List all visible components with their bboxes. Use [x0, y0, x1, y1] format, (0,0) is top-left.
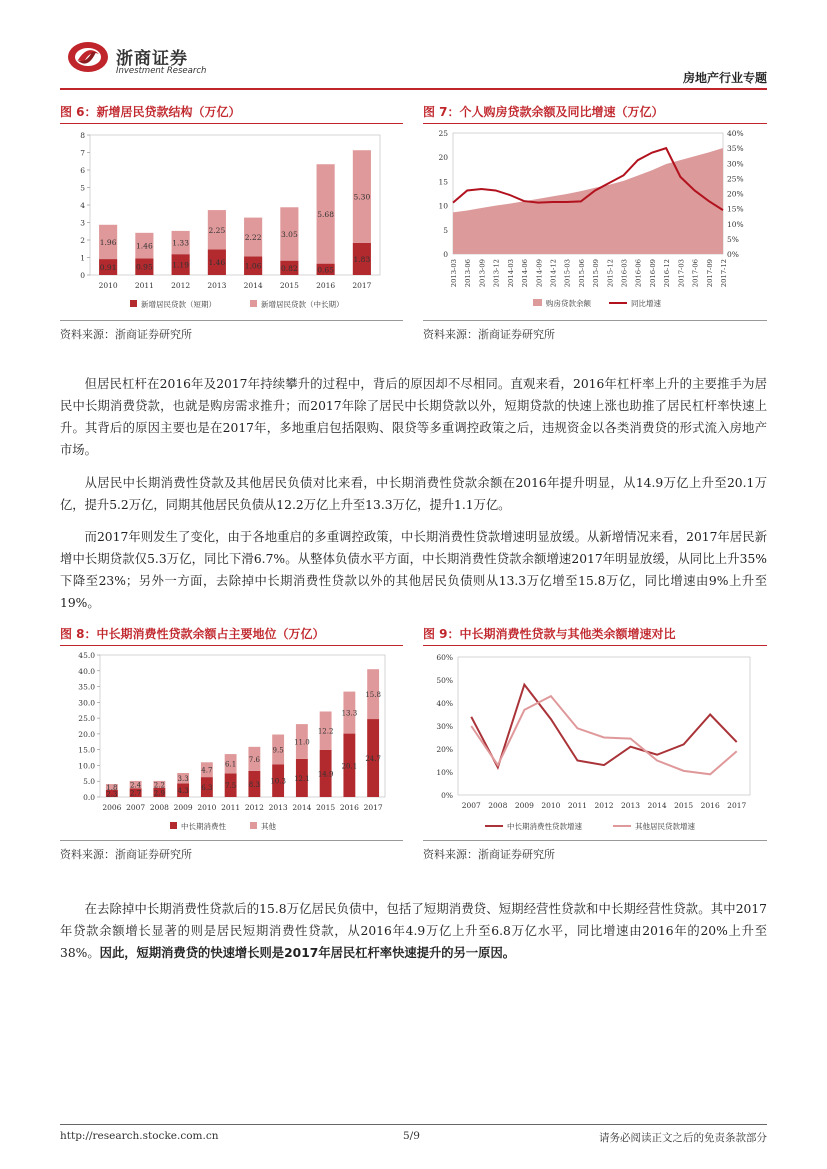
data-label: 4.7	[201, 766, 213, 775]
y2-tick-label: 30%	[727, 159, 744, 169]
fig6-chart	[60, 125, 405, 320]
fig8-source-rule	[60, 840, 403, 841]
line-series-1	[471, 696, 736, 774]
data-label: 12.1	[294, 774, 310, 783]
data-label: 6.3	[201, 784, 213, 793]
x-tick-label: 2006	[102, 803, 122, 812]
x-tick-label: 2017-12	[720, 259, 728, 288]
x-tick-label: 2014	[292, 803, 312, 812]
x-tick-label: 2009	[173, 803, 193, 812]
data-label: 1.06	[244, 261, 262, 271]
x-tick-label: 2016-09	[648, 259, 657, 288]
x-tick-label: 2016-12	[663, 259, 672, 288]
data-label: 24.7	[365, 755, 381, 764]
data-label: 1.33	[172, 238, 189, 248]
x-tick-label: 2013-03	[450, 259, 458, 288]
y-tick-label: 10.0	[78, 761, 95, 771]
data-label: 1.46	[136, 241, 153, 251]
data-label: 0.65	[317, 265, 334, 275]
y-tick-label: 4	[80, 201, 85, 210]
y-tick-label: 40.0	[78, 666, 95, 676]
x-tick-label: 2011	[221, 803, 241, 812]
x-tick-label: 2015	[316, 803, 336, 812]
y-tick-label: 15.0	[78, 745, 95, 755]
x-tick-label: 2013	[268, 803, 288, 812]
y2-tick-label: 25%	[727, 174, 744, 184]
fig9-title-rule	[423, 645, 767, 646]
y-tick-label: 40%	[436, 699, 453, 708]
fig8-source: 资料来源：浙商证券研究所	[60, 848, 192, 861]
y-tick-label: 30.0	[78, 698, 95, 708]
data-label: 1.19	[172, 260, 189, 270]
y-tick-label: 2	[80, 236, 85, 245]
data-label: 6.1	[225, 760, 237, 769]
fig9-source-rule	[423, 840, 767, 841]
data-label: 8.3	[248, 780, 260, 789]
x-tick-label: 2015	[674, 801, 694, 810]
x-tick-label: 2012	[171, 281, 191, 290]
data-label: 7.6	[248, 755, 260, 764]
y2-tick-label: 0%	[727, 250, 739, 259]
y-tick-label: 60%	[436, 653, 453, 662]
x-tick-label: 2007	[461, 801, 481, 810]
fig6-title: 图 6：新增居民贷款结构（万亿）	[60, 105, 241, 119]
fig9-chart	[423, 647, 768, 840]
y-tick-label: 50%	[436, 676, 453, 685]
x-tick-label: 2008	[149, 803, 169, 812]
x-tick-label: 2014-06	[521, 259, 530, 288]
y-tick-label: 6	[80, 166, 85, 175]
data-label: 3.05	[281, 229, 298, 239]
data-label: 2.3	[106, 790, 118, 799]
x-tick-label: 2015-09	[592, 259, 601, 288]
fig8-title-rule	[60, 645, 403, 646]
paragraph-3: 而2017年则发生了变化，由于各地重启的多重调控政策，中长期消费性贷款增速明显放缓。从新增情况来看，2017年居民新增中长期贷款仅5.3万亿，同比下滑6.7%。从整体负债水平方面，中长期消费性贷款余额增速2017年明显放缓，从同比上升35%下降至23%；另外一方面，去除掉中长期消费性贷款以外的其他居民负债则从13.3万亿增至15.8万亿，同比增速由9%上升至19%。	[60, 530, 767, 610]
footer-url[interactable]: http://research.stocke.com.cn	[60, 1130, 219, 1142]
x-tick-label: 2015-06	[577, 259, 586, 288]
x-tick-label: 2010	[98, 281, 118, 290]
plot-frame	[100, 655, 385, 797]
data-label: 1.83	[353, 254, 371, 264]
footer-rule	[60, 1124, 767, 1125]
y2-tick-label: 15%	[727, 204, 744, 214]
fig7-title: 图 7：个人购房贷款余额及同比增速（万亿）	[423, 105, 664, 119]
company-logo-icon	[66, 40, 110, 74]
x-tick-label: 2017	[363, 803, 383, 812]
x-tick-label: 2017-09	[705, 259, 714, 288]
header-rule	[60, 88, 767, 90]
data-label: 15.8	[365, 691, 381, 700]
x-tick-label: 2016-03	[620, 259, 629, 288]
paragraph-4-text: 在去除掉中长期消费性贷款后的15.8万亿居民负债中，包括了短期消费贷、短期经营性贷款和中长期经营性贷款。其中2017年贷款余额增长显著的则是居民短期消费性贷款，从2016年4.9万亿上升至6.8万亿水平，同比增速由2016年的20%上升至38%。	[60, 902, 767, 960]
legend-swatch	[250, 822, 257, 829]
x-tick-label: 2012	[244, 803, 264, 812]
data-label: 0.91	[99, 263, 117, 273]
data-label: 5.30	[353, 192, 371, 202]
data-label: 0.82	[281, 263, 298, 273]
fig6-source-rule	[60, 320, 403, 321]
x-tick-label: 2013	[207, 281, 227, 290]
y-tick-label: 0%	[441, 791, 453, 800]
x-tick-label: 2017	[352, 281, 372, 290]
data-label: 7.5	[225, 782, 237, 791]
y-tick-label: 5	[443, 225, 448, 235]
legend-label: 新增居民贷款（中长期）	[261, 300, 344, 309]
data-label: 0.95	[136, 262, 153, 272]
y-tick-label: 0.0	[83, 793, 95, 802]
fig9-source: 资料来源：浙商证券研究所	[423, 848, 555, 861]
fig7-title-rule	[423, 123, 767, 124]
report-type: 房地产行业专题	[682, 71, 767, 85]
x-tick-label: 2011	[134, 281, 154, 290]
paragraph-4	[60, 898, 767, 964]
legend-swatch	[130, 300, 137, 307]
legend-swatch	[533, 299, 542, 306]
x-tick-label: 2014-03	[506, 259, 515, 288]
company-name-cn: 浙商证券	[116, 49, 188, 69]
x-tick-label: 2008	[488, 801, 508, 810]
company-name-en: Investment Research	[116, 66, 207, 76]
x-tick-label: 2014	[647, 801, 667, 810]
legend-swatch	[250, 300, 257, 307]
x-tick-label: 2013	[620, 801, 641, 810]
x-tick-label: 2013-09	[478, 259, 487, 288]
y-tick-label: 35.0	[78, 682, 95, 692]
fig9-title: 图 9：中长期消费性贷款与其他类余额增速对比	[423, 627, 676, 641]
x-tick-label: 2014	[243, 281, 263, 290]
y-tick-label: 7	[80, 148, 85, 158]
data-label: 4.3	[177, 787, 189, 796]
y-tick-label: 30%	[436, 722, 453, 731]
x-tick-label: 2017-03	[677, 259, 686, 288]
x-tick-label: 2012	[594, 801, 614, 810]
x-tick-label: 2015-12	[606, 259, 615, 288]
y-tick-label: 5	[80, 183, 85, 193]
y-tick-label: 3	[80, 218, 85, 228]
x-tick-label: 2016	[700, 801, 720, 810]
data-label: 1.8	[106, 783, 118, 792]
x-tick-label: 2014-09	[535, 259, 544, 288]
data-label: 11.0	[294, 738, 310, 747]
data-label: 1.96	[99, 237, 117, 247]
data-label: 9.5	[272, 746, 284, 755]
plot-frame	[90, 135, 380, 275]
data-label: 3.3	[177, 775, 189, 784]
y2-tick-label: 20%	[727, 189, 744, 199]
data-label: 20.1	[341, 762, 358, 771]
fig7-source: 资料来源：浙商证券研究所	[423, 328, 555, 341]
y-tick-label: 5.0	[83, 777, 95, 787]
y-tick-label: 25.0	[78, 714, 95, 724]
x-tick-label: 2015-03	[563, 259, 572, 288]
data-label: 10.3	[270, 777, 286, 786]
x-tick-label: 2011	[567, 801, 588, 810]
x-tick-label: 2017	[727, 801, 747, 810]
x-tick-label: 2010	[197, 803, 217, 812]
y-tick-label: 8	[80, 131, 85, 140]
data-label: 1.46	[208, 258, 226, 268]
footer-page-number: 5/9	[403, 1130, 420, 1142]
x-tick-label: 2016	[316, 281, 336, 290]
y-tick-label: 0	[80, 271, 85, 280]
data-label: 5.68	[317, 209, 334, 219]
paragraph-2: 从居民中长期消费性贷款及其他居民负债对比来看，中长期消费性贷款余额在2016年提升明显，从14.9万亿上升至20.1万亿，提升5.2万亿，同期其他居民负债从12.2万亿上升至13.3万亿，提升1.1万亿。	[60, 476, 767, 512]
fig7-source-rule	[423, 320, 767, 321]
fig8-chart	[60, 647, 405, 840]
y-tick-label: 20	[438, 153, 448, 163]
legend-label: 其他	[261, 822, 276, 831]
legend-label: 其他居民贷款增速	[635, 822, 695, 831]
data-label: 12.2	[317, 727, 334, 736]
area-series-loan-balance	[453, 148, 723, 254]
y-tick-label: 1	[80, 253, 85, 263]
x-tick-label: 2010	[541, 801, 561, 810]
x-tick-label: 2014-12	[549, 259, 558, 288]
fig8-title: 图 8：中长期消费性贷款余额占主要地位（万亿）	[60, 627, 325, 641]
header-logo	[66, 40, 110, 74]
data-label: 2.7	[130, 789, 142, 798]
line-series-0	[471, 685, 736, 768]
footer-disclaimer: 请务必阅读正文之后的免责条款部分	[599, 1132, 767, 1144]
y2-tick-label: 10%	[727, 219, 744, 229]
x-tick-label: 2016	[339, 803, 359, 812]
data-label: 14.9	[317, 770, 334, 779]
fig6-source: 资料来源：浙商证券研究所	[60, 328, 192, 341]
x-tick-label: 2016-06	[634, 259, 643, 288]
legend-label: 购房贷款余额	[546, 299, 591, 308]
data-label: 2.4	[130, 781, 142, 790]
data-label: 2.9	[153, 789, 165, 798]
y-tick-label: 0	[443, 250, 448, 259]
data-label: 13.3	[341, 709, 358, 718]
fig7-chart	[423, 125, 768, 320]
legend-label: 中长期消费性贷款增速	[507, 822, 582, 831]
y-tick-label: 10%	[436, 768, 453, 777]
data-label: 2.25	[208, 225, 226, 235]
fig6-title-rule	[60, 123, 403, 124]
legend-swatch	[170, 822, 177, 829]
x-tick-label: 2007	[126, 803, 146, 812]
paragraph-4-conclusion: 因此，短期消费贷的快速增长则是2017年居民杠杆率快速提升的另一原因。	[99, 946, 516, 960]
y-tick-label: 45.0	[78, 651, 95, 660]
x-tick-label: 2009	[514, 801, 534, 810]
y-tick-label: 25	[438, 129, 448, 138]
legend-label: 新增居民贷款（短期）	[141, 300, 216, 309]
y2-tick-label: 5%	[727, 234, 739, 244]
y-tick-label: 15	[438, 177, 448, 187]
y2-tick-label: 35%	[727, 144, 744, 154]
data-label: 2.22	[244, 233, 262, 243]
x-tick-label: 2013-06	[464, 259, 473, 288]
legend-label: 中长期消费性	[181, 822, 226, 831]
x-tick-label: 2017-06	[691, 259, 700, 288]
x-tick-label: 2015	[279, 281, 299, 290]
paragraph-1: 但居民杠杆在2016年及2017年持续攀升的过程中，背后的原因却不尽相同。直观来看，2016年杠杆率上升的主要推手为居民中长期消费贷款，也就是购房需求推升；而2017年除了居民中长期贷款以外，短期贷款的快速上涨也助推了居民杠杆率快速上升。其背后的原因主要也是在2017年，多地重启包括限购、限贷等多重调控政策之后，违规资金以各类消费贷的形式流入房地产市场。	[60, 377, 767, 457]
x-tick-label: 2013-12	[492, 259, 501, 288]
data-label: 2.2	[153, 781, 165, 790]
y-tick-label: 20%	[436, 745, 453, 754]
y-tick-label: 20.0	[78, 729, 95, 739]
legend-label: 同比增速	[631, 299, 661, 308]
y2-tick-label: 40%	[727, 129, 744, 138]
y-tick-label: 10	[438, 201, 448, 211]
